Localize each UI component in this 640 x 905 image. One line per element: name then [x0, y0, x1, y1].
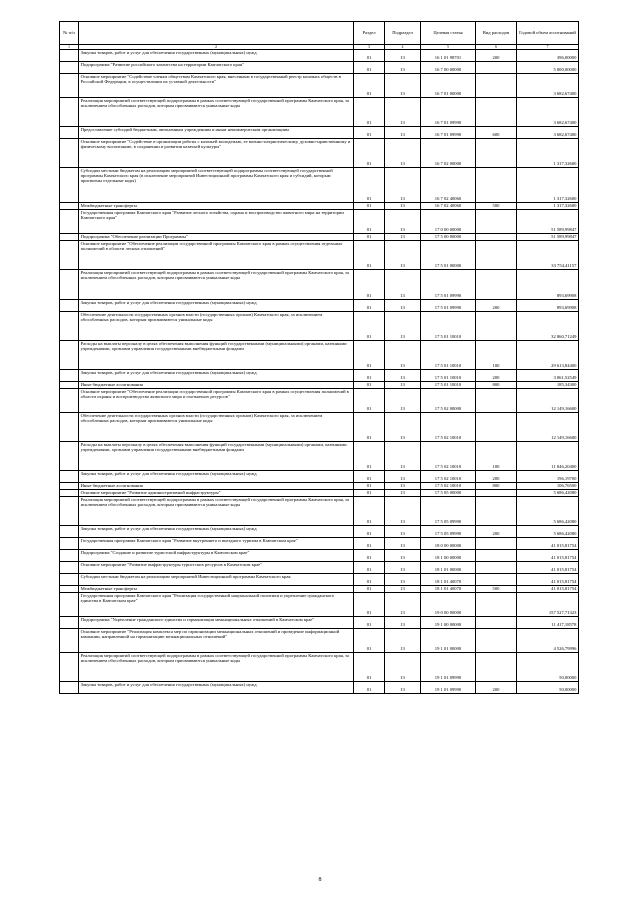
table-row	[60, 388, 579, 412]
row-number	[60, 573, 79, 585]
row-razdel: 01	[354, 202, 385, 209]
row-expense-type: 800	[476, 381, 517, 388]
row-podrazdel: 13	[385, 61, 421, 73]
row-expense-type	[476, 311, 517, 340]
row-podrazdel: 13	[385, 126, 421, 138]
row-razdel: 01	[354, 61, 385, 73]
row-target-article: 17 0 00 00000	[421, 209, 476, 233]
row-number	[60, 549, 79, 561]
row-target-article: 18 1 00 00000	[421, 549, 476, 561]
row-razdel: 01	[354, 525, 385, 537]
row-razdel: 01	[354, 126, 385, 138]
table-row	[60, 97, 579, 126]
row-amount: 3 682,67400	[517, 126, 579, 138]
row-number	[60, 381, 79, 388]
row-target-article: 17 5 01 10010	[421, 381, 476, 388]
row-number	[60, 652, 79, 681]
column-number: 4	[385, 44, 421, 49]
table-row	[60, 269, 579, 299]
table-row	[60, 202, 579, 209]
row-name: Государственная программа Камчатского края "Развитие внутреннего и въездного туризма в Камчатском крае"	[79, 537, 354, 549]
table-row	[60, 381, 579, 388]
row-number	[60, 616, 79, 628]
row-name: Закупка товаров, работ и услуг для обеспечения государственных (муниципальных) нужд	[79, 369, 354, 381]
row-number	[60, 240, 79, 269]
row-amount: 157 527,71323	[517, 592, 579, 616]
row-amount: 41 015,81754	[517, 537, 579, 549]
row-target-article: 17 5 01 09990	[421, 269, 476, 299]
row-razdel: 01	[354, 585, 385, 592]
row-target-article: 16 7 01 09990	[421, 97, 476, 126]
row-name: Основное мероприятие "Обеспечение реализации государственной программы Камчатского края в рамках осуществления отдельных полномочий в области лесных отношений"	[79, 240, 354, 269]
row-name: Межбюджетные трансферты	[79, 202, 354, 209]
row-name: Реализация мероприятий соответствующей подпрограммы в рамках соответствующей государственной программы Камчатского края, за исключением обособленных расходов, которым присваиваются уникальные коды	[79, 269, 354, 299]
row-podrazdel: 13	[385, 561, 421, 573]
row-target-article: 18 1 01 40070	[421, 585, 476, 592]
row-expense-type	[476, 388, 517, 412]
row-number	[60, 269, 79, 299]
table-row	[60, 489, 579, 496]
row-podrazdel: 13	[385, 233, 421, 240]
table-body	[60, 49, 579, 693]
row-target-article: 17 5 02 10010	[421, 470, 476, 482]
row-expense-type	[476, 549, 517, 561]
table-row	[60, 561, 579, 573]
row-target-article: 19 0 00 00000	[421, 592, 476, 616]
row-expense-type: 200	[476, 470, 517, 482]
row-target-article: 17 5 02 00000	[421, 388, 476, 412]
row-target-article: 17 5 00 00000	[421, 233, 476, 240]
header-target-article: Целевая статья	[421, 22, 476, 45]
row-number	[60, 482, 79, 489]
row-amount: 50,00000	[517, 652, 579, 681]
row-razdel: 01	[354, 138, 385, 167]
row-amount: 1 317,32600	[517, 138, 579, 167]
row-target-article: 17 5 01 10010	[421, 369, 476, 381]
table-row	[60, 369, 579, 381]
row-expense-type: 200	[476, 299, 517, 311]
table-row	[60, 681, 579, 693]
row-target-article: 17 5 01 10010	[421, 311, 476, 340]
row-podrazdel: 13	[385, 49, 421, 61]
column-number: 6	[476, 44, 517, 49]
row-target-article: 16 7 02 40060	[421, 202, 476, 209]
row-number	[60, 209, 79, 233]
row-razdel: 01	[354, 616, 385, 628]
row-number	[60, 537, 79, 549]
row-podrazdel: 13	[385, 340, 421, 369]
row-target-article: 18 1 01 00000	[421, 561, 476, 573]
row-podrazdel: 13	[385, 470, 421, 482]
row-expense-type	[476, 209, 517, 233]
row-podrazdel: 13	[385, 138, 421, 167]
row-name: Подпрограмма "Создание и развитие туристской инфраструктуры в Камчатском крае"	[79, 549, 354, 561]
row-expense-type: 600	[476, 126, 517, 138]
row-amount: 185,34300	[517, 381, 579, 388]
row-name: Предоставление субсидий бюджетным, автономным учреждениям и иным некоммерческим организациям	[79, 126, 354, 138]
row-name: Субсидии местным бюджетам на реализацию мероприятий Инвестиционной программы Камчатского края	[79, 573, 354, 585]
row-podrazdel: 13	[385, 202, 421, 209]
row-name: Закупка товаров, работ и услуг для обеспечения государственных (муниципальных) нужд	[79, 49, 354, 61]
row-name: Расходы на выплаты персоналу в целях обеспечения выполнения функций государственными (муниципальными) органами, казенными учреждениями, органами управления государственными внебюджетными фондами	[79, 340, 354, 369]
row-target-article: 19 1 01 09990	[421, 652, 476, 681]
row-name: Подпрограмма "Укрепление гражданского единства и гармонизация межнациональных отношений в Камчатском крае"	[79, 616, 354, 628]
row-podrazdel: 13	[385, 585, 421, 592]
row-razdel: 01	[354, 573, 385, 585]
row-number	[60, 525, 79, 537]
row-expense-type	[476, 561, 517, 573]
row-target-article: 19 1 00 00000	[421, 616, 476, 628]
row-name: Закупка товаров, работ и услуг для обеспечения государственных (муниципальных) нужд	[79, 525, 354, 537]
budget-table	[59, 21, 579, 694]
row-podrazdel: 13	[385, 549, 421, 561]
header-annual-amount: Годовой объем ассигнований	[517, 22, 579, 45]
row-podrazdel: 13	[385, 381, 421, 388]
row-expense-type: 200	[476, 681, 517, 693]
header-razdel: Раздел	[354, 22, 385, 45]
row-razdel: 01	[354, 269, 385, 299]
row-podrazdel: 13	[385, 482, 421, 489]
row-target-article: 16 7 01 00000	[421, 73, 476, 97]
table-row	[60, 240, 579, 269]
row-target-article: 17 5 02 10010	[421, 412, 476, 441]
row-razdel: 01	[354, 73, 385, 97]
column-number: 1	[60, 44, 79, 49]
row-number	[60, 412, 79, 441]
row-amount: 41 015,81754	[517, 561, 579, 573]
row-razdel: 01	[354, 549, 385, 561]
row-podrazdel: 13	[385, 240, 421, 269]
row-number	[60, 470, 79, 482]
row-amount: 29 613,84400	[517, 340, 579, 369]
row-expense-type	[476, 496, 517, 525]
row-amount: 893,69908	[517, 299, 579, 311]
row-amount: 12 149,16600	[517, 412, 579, 441]
row-podrazdel: 13	[385, 369, 421, 381]
row-name: Закупка товаров, работ и услуг для обеспечения государственных (муниципальных) нужд	[79, 470, 354, 482]
row-name: Обеспечение деятельности государственных органов власти (государственных органов) Камчатского края, за исключением обособленных расходов, которым присваиваются уникальные коды	[79, 311, 354, 340]
table-row	[60, 652, 579, 681]
row-expense-type	[476, 628, 517, 652]
row-amount: 196,19700	[517, 470, 579, 482]
row-name: Обеспечение деятельности государственных органов власти (государственных органов) Камчатского края, за исключением обособленных расходов, которым присваиваются уникальные коды	[79, 412, 354, 441]
table-row	[60, 441, 579, 470]
row-name: Расходы на выплаты персоналу в целях обеспечения выполнения функций государственными (муниципальными) органами, казенными учреждениями, органами управления государственными внебюджетными фондами	[79, 441, 354, 470]
row-name: Основное мероприятие "Развитие инфраструктуры туристских ресурсов в Камчатском крае"	[79, 561, 354, 573]
row-name: Реализация мероприятий соответствующей подпрограммы в рамках соответствующей государственной программы Камчатского края, за исключением обособленных расходов, которым присваиваются уникальные коды	[79, 97, 354, 126]
row-name: Закупка товаров, работ и услуг для обеспечения государственных (муниципальных) нужд	[79, 299, 354, 311]
row-name: Подпрограмма "Развитие российского казачества на территории Камчатского края"	[79, 61, 354, 73]
table-row	[60, 61, 579, 73]
row-target-article: 17 5 05 09990	[421, 496, 476, 525]
row-amount: 106,76500	[517, 482, 579, 489]
row-number	[60, 585, 79, 592]
row-amount: 3 682,67400	[517, 73, 579, 97]
row-razdel: 01	[354, 470, 385, 482]
row-expense-type	[476, 73, 517, 97]
row-name: Государственная программа Камчатского края "Развитие лесного хозяйства, охрана и воспроизводство животного мира на территории Камчатского края"	[79, 209, 354, 233]
row-amount: 1 317,32600	[517, 202, 579, 209]
row-expense-type	[476, 537, 517, 549]
table-row	[60, 299, 579, 311]
row-name: Иные бюджетные ассигнования	[79, 381, 354, 388]
table-row	[60, 340, 579, 369]
row-number	[60, 167, 79, 202]
row-target-article: 17 5 01 10010	[421, 340, 476, 369]
row-amount: 893,69908	[517, 269, 579, 299]
column-number: 7	[517, 44, 579, 49]
row-razdel: 01	[354, 412, 385, 441]
table-row	[60, 525, 579, 537]
row-podrazdel: 13	[385, 652, 421, 681]
table-row	[60, 73, 579, 97]
table-row	[60, 167, 579, 202]
column-number: 3	[354, 44, 385, 49]
row-target-article: 17 5 02 10010	[421, 441, 476, 470]
row-razdel: 01	[354, 681, 385, 693]
row-number	[60, 61, 79, 73]
row-amount: 41 015,81754	[517, 573, 579, 585]
row-amount: 1 317,32600	[517, 167, 579, 202]
row-razdel: 01	[354, 240, 385, 269]
table-row	[60, 209, 579, 233]
row-podrazdel: 13	[385, 489, 421, 496]
row-amount: 51 589,99847	[517, 233, 579, 240]
row-podrazdel: 13	[385, 388, 421, 412]
row-expense-type	[476, 573, 517, 585]
row-podrazdel: 13	[385, 592, 421, 616]
row-expense-type	[476, 269, 517, 299]
row-target-article: 16 1 01 98701	[421, 49, 476, 61]
row-razdel: 01	[354, 369, 385, 381]
row-number	[60, 233, 79, 240]
row-name: Реализация мероприятий соответствующей подпрограммы в рамках соответствующей государственной программы Камчатского края, за исключением обособленных расходов, которым присваиваются уникальные коды	[79, 496, 354, 525]
row-razdel: 01	[354, 381, 385, 388]
row-expense-type: 800	[476, 482, 517, 489]
row-expense-type	[476, 652, 517, 681]
row-podrazdel: 13	[385, 525, 421, 537]
row-expense-type	[476, 616, 517, 628]
row-target-article: 17 5 01 09990	[421, 299, 476, 311]
row-target-article: 16 7 00 00000	[421, 61, 476, 73]
table-row	[60, 49, 579, 61]
table-row	[60, 573, 579, 585]
row-amount: 5 686,42080	[517, 496, 579, 525]
row-razdel: 01	[354, 299, 385, 311]
row-number	[60, 628, 79, 652]
row-number	[60, 202, 79, 209]
row-amount: 5 686,42080	[517, 489, 579, 496]
row-name: Подпрограмма "Обеспечение реализации Программы"	[79, 233, 354, 240]
row-podrazdel: 13	[385, 573, 421, 585]
table-row	[60, 585, 579, 592]
row-target-article: 18 1 01 40070	[421, 573, 476, 585]
table-row	[60, 482, 579, 489]
row-name: Реализация мероприятий соответствующей подпрограммы в рамках соответствующей государственной программы Камчатского края, за исключением обособленных расходов, которым присваиваются уникальные коды	[79, 652, 354, 681]
row-podrazdel: 13	[385, 441, 421, 470]
row-expense-type	[476, 592, 517, 616]
table-row	[60, 412, 579, 441]
row-name: Закупка товаров, работ и услуг для обеспечения государственных (муниципальных) нужд	[79, 681, 354, 693]
row-amount: 11 417,18578	[517, 616, 579, 628]
row-podrazdel: 13	[385, 616, 421, 628]
row-expense-type	[476, 97, 517, 126]
row-number	[60, 561, 79, 573]
row-amount: 41 015,81754	[517, 585, 579, 592]
table-row	[60, 126, 579, 138]
row-podrazdel: 13	[385, 412, 421, 441]
row-razdel: 01	[354, 489, 385, 496]
row-podrazdel: 13	[385, 628, 421, 652]
row-name: Субсидии местным бюджетам на реализацию мероприятий соответствующей подпрограммы соответствующей государственной программы Камчатского края (в исключение мероприятий Инвестиционной программы Камчатского края и субсидий, которым присвоены отдельные коды)	[79, 167, 354, 202]
row-target-article: 17 5 05 00000	[421, 489, 476, 496]
row-amount: 4 526,79996	[517, 628, 579, 652]
table-row	[60, 233, 579, 240]
row-expense-type	[476, 489, 517, 496]
column-number: 2	[79, 44, 354, 49]
row-expense-type: 200	[476, 49, 517, 61]
row-expense-type: 200	[476, 369, 517, 381]
row-podrazdel: 13	[385, 209, 421, 233]
row-amount: 3 061,52549	[517, 369, 579, 381]
row-target-article: 19 1 01 09990	[421, 681, 476, 693]
row-razdel: 01	[354, 441, 385, 470]
row-expense-type: 100	[476, 340, 517, 369]
row-podrazdel: 13	[385, 311, 421, 340]
row-number	[60, 441, 79, 470]
header-name	[79, 22, 354, 45]
row-number	[60, 496, 79, 525]
row-razdel: 01	[354, 97, 385, 126]
row-target-article: 17 5 01 00000	[421, 240, 476, 269]
row-podrazdel: 13	[385, 97, 421, 126]
row-amount: 3 682,67400	[517, 97, 579, 126]
row-name: Основное мероприятие "Содействие в организации работы с казачьей молодежью, ее военно-патриотическому, духовно-нравственному и физическому воспитанию, в сохранении и развитии казачьей культуры"	[79, 138, 354, 167]
row-razdel: 01	[354, 311, 385, 340]
row-number	[60, 369, 79, 381]
row-podrazdel: 13	[385, 73, 421, 97]
row-podrazdel: 13	[385, 537, 421, 549]
row-name: Иные бюджетные ассигнования	[79, 482, 354, 489]
row-number	[60, 592, 79, 616]
row-razdel: 01	[354, 233, 385, 240]
row-expense-type	[476, 138, 517, 167]
row-amount: 41 015,81754	[517, 549, 579, 561]
row-expense-type	[476, 167, 517, 202]
header-podrazdel: Подраздел	[385, 22, 421, 45]
row-razdel: 01	[354, 652, 385, 681]
table-row	[60, 616, 579, 628]
row-target-article: 17 5 02 10010	[421, 482, 476, 489]
table-row	[60, 537, 579, 549]
table-row	[60, 138, 579, 167]
row-razdel: 01	[354, 482, 385, 489]
row-target-article: 16 7 02 00000	[421, 138, 476, 167]
row-podrazdel: 13	[385, 496, 421, 525]
row-number	[60, 489, 79, 496]
row-number	[60, 311, 79, 340]
row-name: Основное мероприятие "Развитие административной инфраструктуры"	[79, 489, 354, 496]
row-expense-type: 200	[476, 525, 517, 537]
row-expense-type: 100	[476, 441, 517, 470]
row-name: Основное мероприятие "Обеспечение реализации государственной программы Камчатского края в рамках осуществления полномочий в области охраны и воспроизводства животного мира и охотничьих ресурсов"	[79, 388, 354, 412]
document-sheet	[59, 21, 578, 694]
table-header-row	[60, 22, 579, 45]
row-target-article: 16 7 01 09990	[421, 126, 476, 138]
row-amount: 396,00000	[517, 49, 579, 61]
row-podrazdel: 13	[385, 167, 421, 202]
row-target-article: 19 1 01 00000	[421, 628, 476, 652]
row-amount: 12 149,16600	[517, 388, 579, 412]
row-name: Государственная программа Камчатского края "Реализация государственной национальной политики и укрепление гражданского единства в Камчатском крае"	[79, 592, 354, 616]
row-amount: 5 686,42080	[517, 525, 579, 537]
row-number	[60, 97, 79, 126]
row-razdel: 01	[354, 628, 385, 652]
page-number: 8	[318, 877, 322, 883]
table-row	[60, 496, 579, 525]
row-target-article: 17 5 05 09990	[421, 525, 476, 537]
row-expense-type: 500	[476, 585, 517, 592]
row-razdel: 01	[354, 388, 385, 412]
row-number	[60, 299, 79, 311]
row-name: Основное мероприятие "Содействие членам обществам Камчатского края, внесенным в государственный реестр казачьих обществ в Российской Федерации, в осуществлении их уставной деятельности"	[79, 73, 354, 97]
row-number	[60, 138, 79, 167]
row-number	[60, 49, 79, 61]
row-podrazdel: 13	[385, 269, 421, 299]
row-amount: 5 000,00000	[517, 61, 579, 73]
row-razdel: 01	[354, 209, 385, 233]
row-name: Межбюджетные трансферты	[79, 585, 354, 592]
row-amount: 11 846,20400	[517, 441, 579, 470]
header-num: № п/п	[60, 22, 79, 45]
row-number	[60, 126, 79, 138]
row-number	[60, 388, 79, 412]
table-row	[60, 311, 579, 340]
row-razdel: 01	[354, 561, 385, 573]
row-razdel: 01	[354, 537, 385, 549]
row-razdel: 01	[354, 592, 385, 616]
row-expense-type	[476, 61, 517, 73]
row-amount: 32 860,71249	[517, 311, 579, 340]
row-amount: 50,00000	[517, 681, 579, 693]
table-row	[60, 549, 579, 561]
row-podrazdel: 13	[385, 681, 421, 693]
row-razdel: 01	[354, 340, 385, 369]
row-number	[60, 340, 79, 369]
row-name: Основное мероприятие "Реализация комплекса мер по гармонизации межнациональных отношений и проведение информационной кампании, направленной на гармонизацию межнациональных отношений"	[79, 628, 354, 652]
row-target-article: 18 0 00 00000	[421, 537, 476, 549]
row-amount: 33 754,41157	[517, 240, 579, 269]
row-expense-type	[476, 412, 517, 441]
row-expense-type: 500	[476, 202, 517, 209]
header-expense-type: Вид расходов	[476, 22, 517, 45]
row-number	[60, 681, 79, 693]
row-podrazdel: 13	[385, 299, 421, 311]
row-target-article: 16 7 02 40060	[421, 167, 476, 202]
table-row	[60, 470, 579, 482]
row-razdel: 01	[354, 49, 385, 61]
row-expense-type	[476, 240, 517, 269]
column-number: 5	[421, 44, 476, 49]
row-expense-type	[476, 233, 517, 240]
row-razdel: 01	[354, 167, 385, 202]
row-amount: 51 589,99847	[517, 209, 579, 233]
table-row	[60, 592, 579, 616]
row-razdel: 01	[354, 496, 385, 525]
table-row	[60, 628, 579, 652]
row-number	[60, 73, 79, 97]
